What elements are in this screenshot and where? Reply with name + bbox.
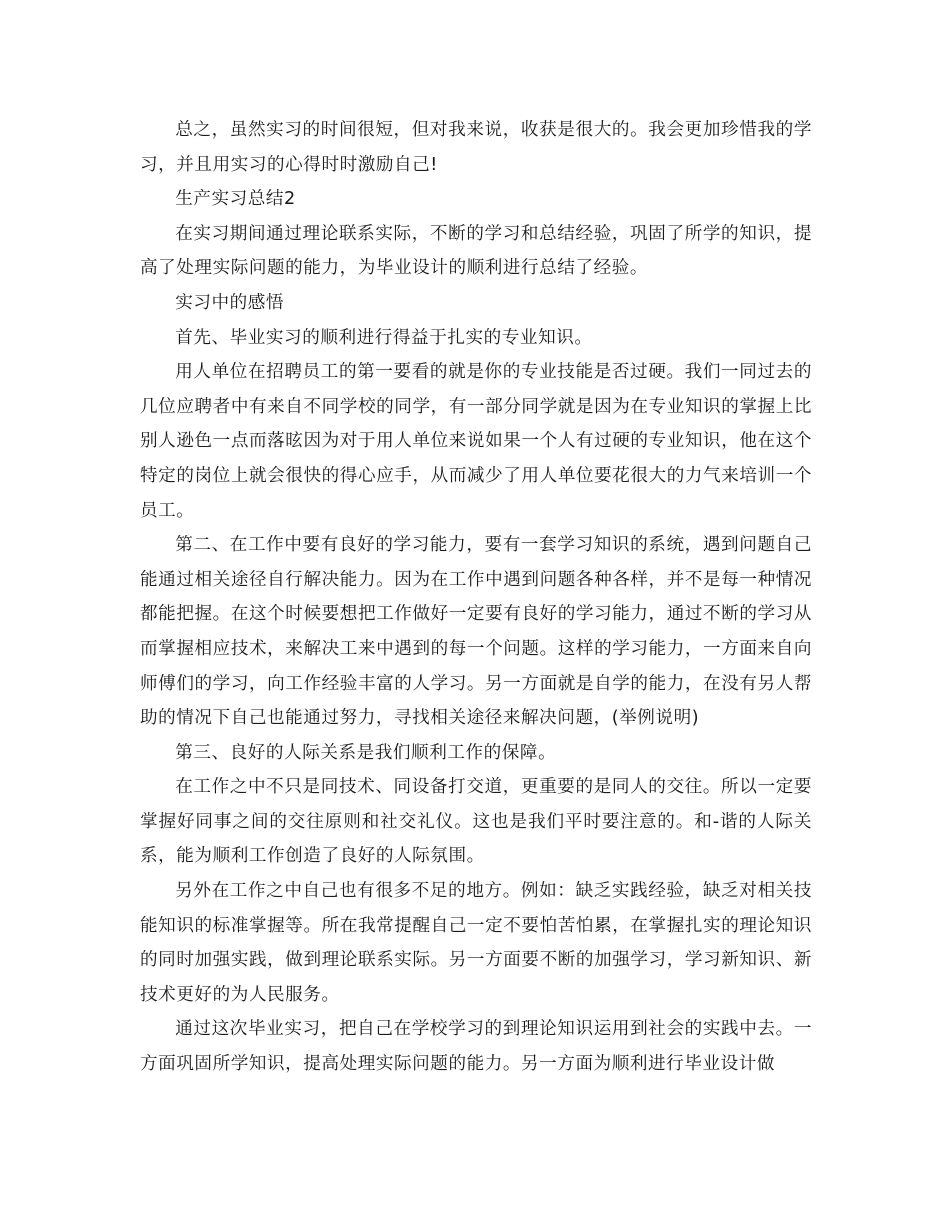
paragraph-first-point: 首先、毕业实习的顺利进行得益于扎实的专业知识。 (175, 327, 593, 348)
paragraph-conclusion: 通过这次毕业实习，把自己在学校学习的到理论知识运用到社会的实践中去。一方面巩固所学知识，提高处理实际问题的能力。另一方面为顺利进行毕业设计做 (140, 1019, 812, 1075)
paragraph-second-point: 第二、在工作中要有良好的学习能力，要有一套学习知识的系统，遇到问题自己能通过相关途径自行解决能力。因为在工作中遇到问题各种各样，并不是每一种情况都能把握。在这个时候要想把工作做好一定要有良好的学习能力，通过不断的学习从而掌握相应技术，来解决工来中遇到的每一个问题。这样的学习能力，一方面来自向师傅们的学习，向工作经验丰富的人学习。另一方面就是自学的能力，在没有另人帮助的情况下自己也能通过努力，寻找相关途径来解决问题，(举例说明) (140, 535, 812, 729)
paragraph-third-point: 第三、良好的人际关系是我们顺利工作的保障。 (175, 742, 557, 763)
section-heading-insights: 实习中的感悟 (175, 292, 285, 313)
paragraph-shortcomings: 另外在工作之中自己也有很多不足的地方。例如：缺乏实践经验，缺乏对相关技能知识的标准掌握等。所在我常提醒自己一定不要怕苦怕累，在掌握扎实的理论知识的同时加强实践，做到理论联系实际。另一方面要不断的加强学习，学习新知识、新技术更好的为人民服务。 (140, 881, 812, 1005)
paragraph-interpersonal: 在工作之中不只是同技术、同设备打交道，更重要的是同人的交往。所以一定要掌握好同事之间的交往原则和社交礼仪。这也是我们平时要注意的。和-谐的人际关系，能为顺利工作创造了良好的人际氛围。 (140, 777, 812, 867)
document-body (140, 113, 812, 1082)
paragraph-intro: 在实习期间通过理论联系实际，不断的学习和总结经验，巩固了所学的知识，提高了处理实际问题的能力，为毕业设计的顺利进行总结了经验。 (140, 223, 812, 279)
paragraph-summary: 总之，虽然实习的时间很短，但对我来说，收获是很大的。我会更加珍惜我的学习，并且用实习的心得时时激励自己! (140, 120, 812, 175)
paragraph-professional-skills: 用人单位在招聘员工的第一要看的就是你的专业技能是否过硬。我们一同过去的几位应聘者中有来自不同学校的同学，有一部分同学就是因为在专业知识的掌握上比别人逊色一点而落昡因为对于用人单位来说如果一个人有过硬的专业知识，他在这个特定的岗位上就会很快的得心应手，从而减少了用人单位要花很大的力气来培训一个员工。 (140, 362, 812, 521)
section-heading-summary-2: 生产实习总结2 (175, 189, 296, 210)
